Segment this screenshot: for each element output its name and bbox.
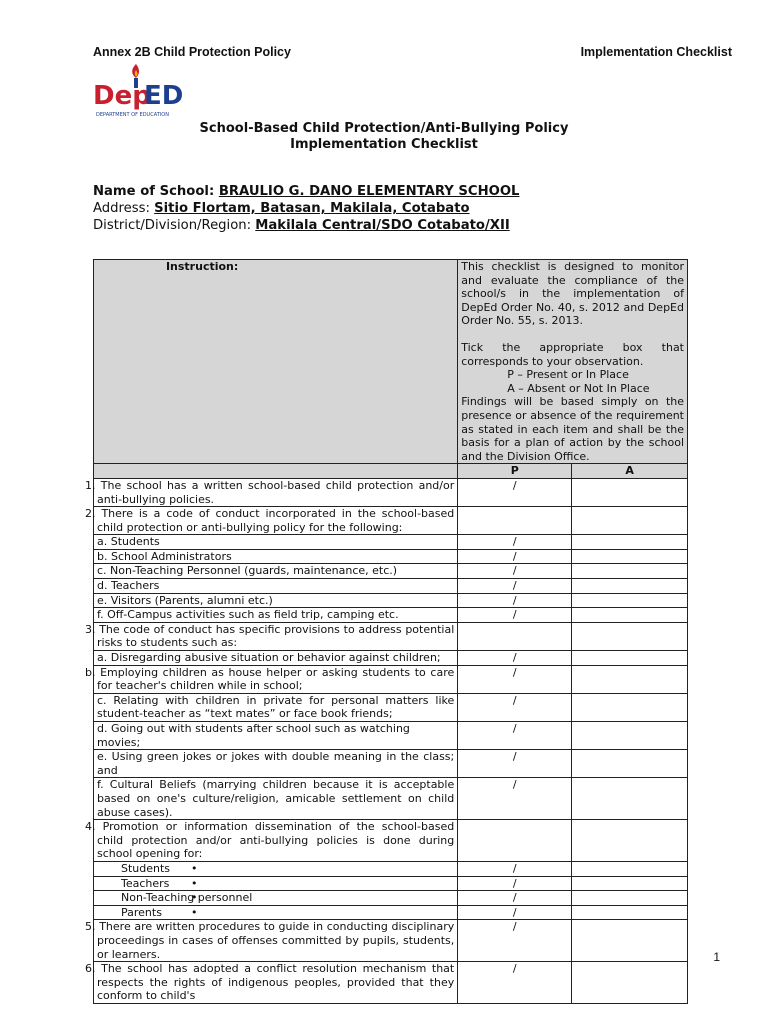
absent-cell[interactable] [572,478,688,506]
item-text: Students [121,861,171,875]
present-cell[interactable]: / [458,535,572,550]
absent-cell[interactable] [572,750,688,778]
district-value: Makilala Central/SDO Cotabato/XII [255,218,510,233]
absent-cell[interactable] [572,920,688,962]
present-cell[interactable]: / [458,478,572,506]
table-row [94,722,688,750]
district-label: District/Division/Region: [93,218,256,233]
absent-cell[interactable] [572,535,688,550]
present-cell[interactable]: / [458,665,572,693]
table-row [94,962,688,1004]
item-text: b. Employing children as house helper or asking students to care for teacher's children while in school; [94,665,458,693]
absent-cell[interactable] [572,622,688,650]
table-row [94,507,688,535]
school-name-line [93,184,519,199]
table-row [94,861,688,876]
table-row [94,593,688,608]
item-text: b. School Administrators [94,549,458,564]
item-text: Non-Teaching personnel [121,891,253,905]
absent-cell[interactable] [572,861,688,876]
bullet-item [94,891,458,906]
table-row [94,579,688,594]
item-text: Teachers [121,876,170,890]
present-cell[interactable]: / [458,564,572,579]
column-header-p: P [458,464,572,479]
document-title-line1: School-Based Child Protection/Anti-Bullying Policy [199,121,569,136]
present-cell[interactable]: / [458,593,572,608]
item-text: f. Cultural Beliefs (marrying children because it is acceptable based on one's culture/religion, amicable settlement on child abuse cases). [94,778,458,820]
page-number: 1 [713,950,720,964]
table-row [94,905,688,920]
item-text: e. Visitors (Parents, alumni etc.) [94,593,458,608]
item-text: a. Students [94,535,458,550]
column-header-a: A [572,464,688,479]
table-row [94,564,688,579]
item-text: c. Non-Teaching Personnel (guards, maintenance, etc.) [94,564,458,579]
present-cell[interactable]: / [458,876,572,891]
present-cell[interactable]: / [458,693,572,721]
table-row [94,693,688,721]
instruction-text [458,260,688,464]
absent-cell[interactable] [572,593,688,608]
present-cell[interactable]: / [458,962,572,1004]
instruction-p1: This checklist is designed to monitor and evaluate the compliance of the school/s in the implementation of DepEd Order No. 40, s. 2012 and DepEd Order No. 55, s. 2013. [461,260,684,328]
bullet-item [94,876,458,891]
absent-cell[interactable] [572,905,688,920]
column-header-empty [94,464,458,479]
instruction-p-legend: P – Present or In Place [507,368,629,382]
item-text: d. Teachers [94,579,458,594]
table-row [94,750,688,778]
table-row [94,778,688,820]
table-row [94,651,688,666]
item-text: 1. The school has a written school-based child protection and/or anti-bullying policies. [94,478,458,506]
instruction-a-legend: A – Absent or Not In Place [507,381,650,395]
present-cell[interactable]: / [458,891,572,906]
item-text: 5. There are written procedures to guide in conducting disciplinary proceedings in cases of offenses committed by pupils, students, or learners. [94,920,458,962]
header-right-title: Implementation Checklist [580,45,732,59]
address-line [93,201,470,216]
district-line [93,218,510,233]
present-cell[interactable]: / [458,608,572,623]
absent-cell[interactable] [572,579,688,594]
bullet-item [94,861,458,876]
present-cell[interactable]: / [458,549,572,564]
address-label: Address: [93,201,155,216]
header-left-title: Annex 2B Child Protection Policy [93,45,291,59]
checklist-table [85,259,688,1004]
item-text: d. Going out with students after school such as watching movies; [94,722,458,750]
item-text: Parents [121,905,162,919]
logo-ed-text: ED [144,81,184,111]
absent-cell[interactable] [572,693,688,721]
logo-subtext: DEPARTMENT OF EDUCATION [96,112,169,118]
absent-cell[interactable] [572,778,688,820]
present-cell[interactable]: / [458,905,572,920]
item-text: e. Using green jokes or jokes with double meaning in the class; and [94,750,458,778]
item-text: f. Off-Campus activities such as field trip, camping etc. [94,608,458,623]
logo-dep-text: Dep [93,81,151,111]
table-row [94,820,688,862]
present-cell[interactable]: / [458,579,572,594]
present-cell[interactable]: / [458,920,572,962]
absent-cell[interactable] [572,820,688,862]
item-text: a. Disregarding abusive situation or behavior against children; [94,651,458,666]
deped-logo [92,62,188,120]
instruction-p2: Tick the appropriate box that corresponds to your observation. [461,340,684,368]
school-name-label: Name of School: [93,184,219,199]
absent-cell[interactable] [572,722,688,750]
bullet-item [94,905,458,920]
table-row [94,622,688,650]
present-cell[interactable]: / [458,861,572,876]
absent-cell[interactable] [572,608,688,623]
table-row [94,891,688,906]
table-row [94,608,688,623]
present-cell[interactable]: / [458,778,572,820]
table-row [94,549,688,564]
absent-cell[interactable] [572,651,688,666]
absent-cell[interactable] [572,876,688,891]
item-text: 3. The code of conduct has specific provisions to address potential risks to students such as: [94,622,458,650]
absent-cell[interactable] [572,549,688,564]
absent-cell[interactable] [572,891,688,906]
present-cell[interactable]: / [458,651,572,666]
absent-cell[interactable] [572,665,688,693]
address-value: Sitio Flortam, Batasan, Makilala, Cotabato [154,201,470,216]
document-title-line2: Implementation Checklist [290,137,478,152]
present-cell[interactable]: / [458,722,572,750]
instruction-p3: Findings will be based simply on the presence or absence of the requirement as stated in each item and shall be the basis for a plan of action by the school and the Division Office. [461,395,684,463]
school-name-value: BRAULIO G. DANO ELEMENTARY SCHOOL [218,184,520,199]
item-text: 6. The school has adopted a conflict resolution mechanism that respects the rights of indigenous peoples, provided that they conform to child's [94,962,458,1004]
table-row [94,535,688,550]
instruction-row [94,260,688,464]
absent-cell[interactable] [572,564,688,579]
table-row [94,478,688,506]
table-row [94,876,688,891]
absent-cell[interactable] [572,507,688,535]
column-header-row [94,464,688,479]
table-row [94,665,688,693]
present-cell[interactable] [458,820,572,862]
item-text: c. Relating with children in private for personal matters like student-teacher as “text mates” or face book friends; [94,693,458,721]
item-text: 4. Promotion or information dissemination of the school-based child protection and/or anti-bullying policies is done during school opening for: [94,820,458,862]
absent-cell[interactable] [572,962,688,1004]
table-row [94,920,688,962]
present-cell[interactable] [458,507,572,535]
item-text: 2. There is a code of conduct incorporated in the school-based child protection or anti-bullying policy for the following: [94,507,458,535]
present-cell[interactable]: / [458,750,572,778]
present-cell[interactable] [458,622,572,650]
instruction-label: Instruction: [94,260,458,464]
